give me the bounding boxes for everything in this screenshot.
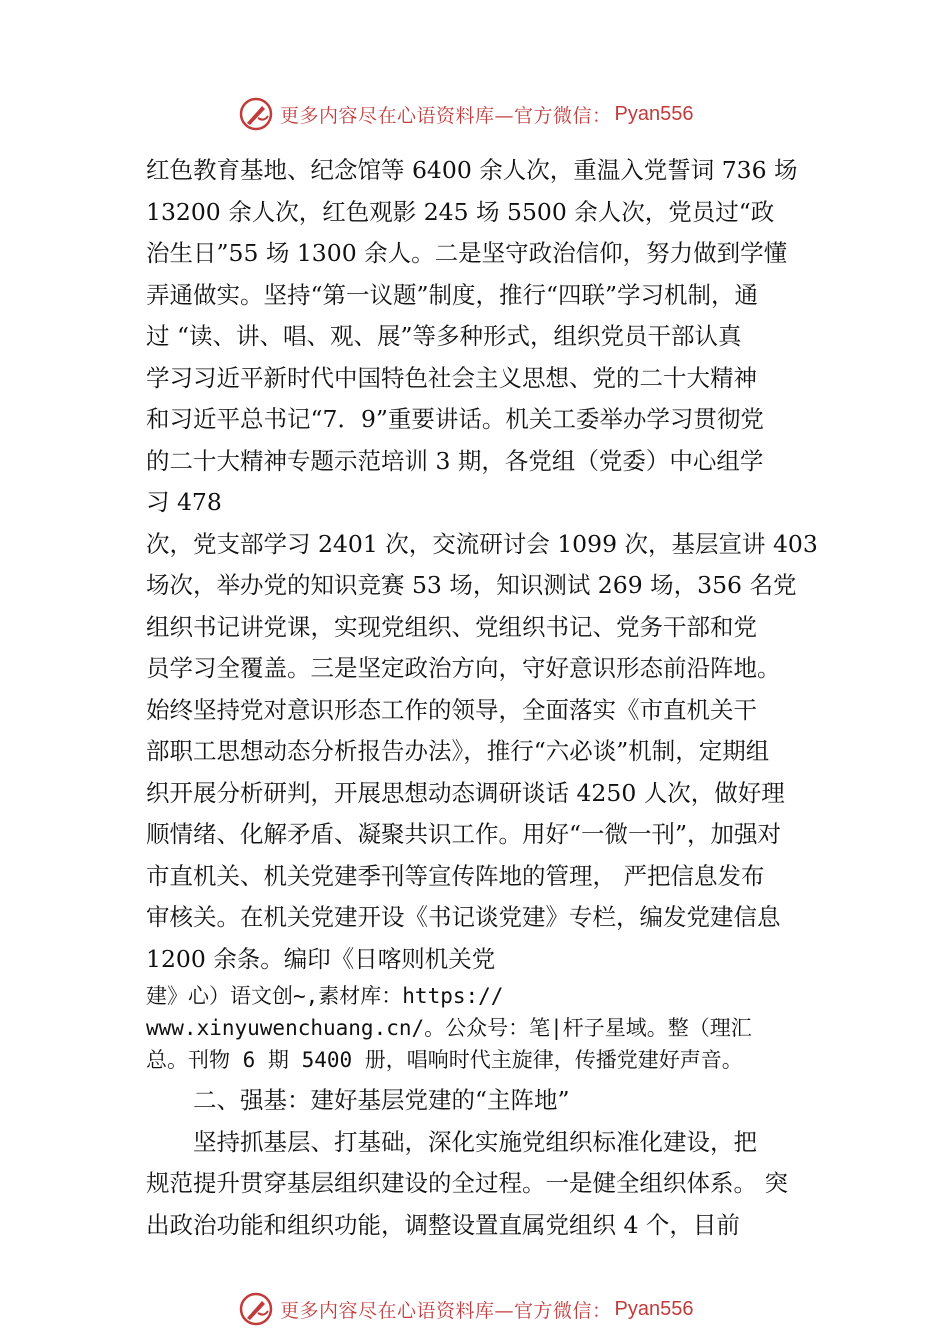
document-body [146, 150, 826, 1246]
text-line: 始终坚持党对意识形态工作的领导，全面落实《市直机关干 [146, 695, 757, 724]
text-line: 的二十大精神专题示范培训 3 期，各党组（党委）中心组学 [146, 446, 764, 475]
source-line: 总。刊物 6 期 5400 册，唱响时代主旋律，传播党建好声音。 [146, 1048, 743, 1072]
text-line: 出政治功能和组织功能，调整设置直属党组织 4 个，目前 [146, 1210, 740, 1239]
text-line: 1200 余条。编印《日喀则机关党 [146, 944, 496, 973]
text-line: 织开展分析研判，开展思想动态调研谈话 4250 人次，做好理 [146, 778, 785, 807]
source-line: 建》心）语文创~,素材库：https:// [146, 984, 504, 1008]
text-line: 习 478 [146, 488, 222, 516]
text-line: 审核关。在机关党建开设《书记谈党建》专栏，编发党建信息 [146, 903, 781, 931]
text-line: 红色教育基地、纪念馆等 6400 余人次，重温入党誓词 736 场 [146, 156, 798, 184]
quill-seal-icon [238, 1291, 274, 1327]
text-line: 员学习全覆盖。三是坚定政治方向，守好意识形态前沿阵地。 [146, 654, 781, 682]
text-line: 治生日”55 场 1300 余人。二是坚守政治信仰，努力做到学懂 [146, 239, 788, 267]
text-line: 次，党支部学习 2401 次，交流研讨会 1099 次，基层宣讲 403 [146, 529, 818, 558]
text-line: 组织书记讲党课，实现党组织、党组织书记、党务干部和党 [146, 612, 757, 641]
text-line: 规范提升贯穿基层组织建设的全过程。一是健全组织体系。 突 [146, 1169, 788, 1197]
text-line: 弄通做实。坚持“第一议题”制度，推行“四联”学习机制，通 [146, 280, 759, 309]
text-line: 学习习近平新时代中国特色社会主义思想、党的二十大精神 [146, 363, 757, 392]
text-line: 坚持抓基层、打基础，深化实施党组织标准化建设，把 [146, 1127, 757, 1156]
source-line: www.xinyuwenchuang.cn/。公众号：笔|杆子星域。整（理汇 [146, 1016, 752, 1040]
text-line: 过 “读、讲、唱、观、展”等多种形式，组织党员干部认真 [146, 322, 742, 350]
text-line: 部职工思想动态分析报告办法》，推行“六必谈”机制，定期组 [146, 737, 770, 765]
wechat-id: Pyan556 [614, 102, 694, 125]
text-line: 13200 余人次，红色观影 245 场 5500 余人次，党员过“政 [146, 197, 775, 226]
quill-seal-icon [238, 96, 274, 132]
footer-banner [238, 1290, 728, 1328]
banner-text: 更多内容尽在心语资料库—官方微信： [280, 104, 612, 127]
section-heading: 二、强基：建好基层党建的“主阵地” [146, 1086, 570, 1114]
text-line: 和习近平总书记“7．9”重要讲话。机关工委举办学习贯彻党 [146, 405, 764, 433]
header-banner [238, 95, 728, 133]
text-line: 场次，举办党的知识竞赛 53 场，知识测试 269 场，356 名党 [146, 571, 797, 599]
text-line: 顺情绪、化解矛盾、凝聚共识工作。用好“一微一刊”，加强对 [146, 820, 782, 848]
wechat-id: Pyan556 [614, 1297, 694, 1320]
text-line: 市直机关、机关党建季刊等宣传阵地的管理， 严把信息发布 [146, 861, 765, 890]
banner-text: 更多内容尽在心语资料库—官方微信： [280, 1299, 612, 1322]
